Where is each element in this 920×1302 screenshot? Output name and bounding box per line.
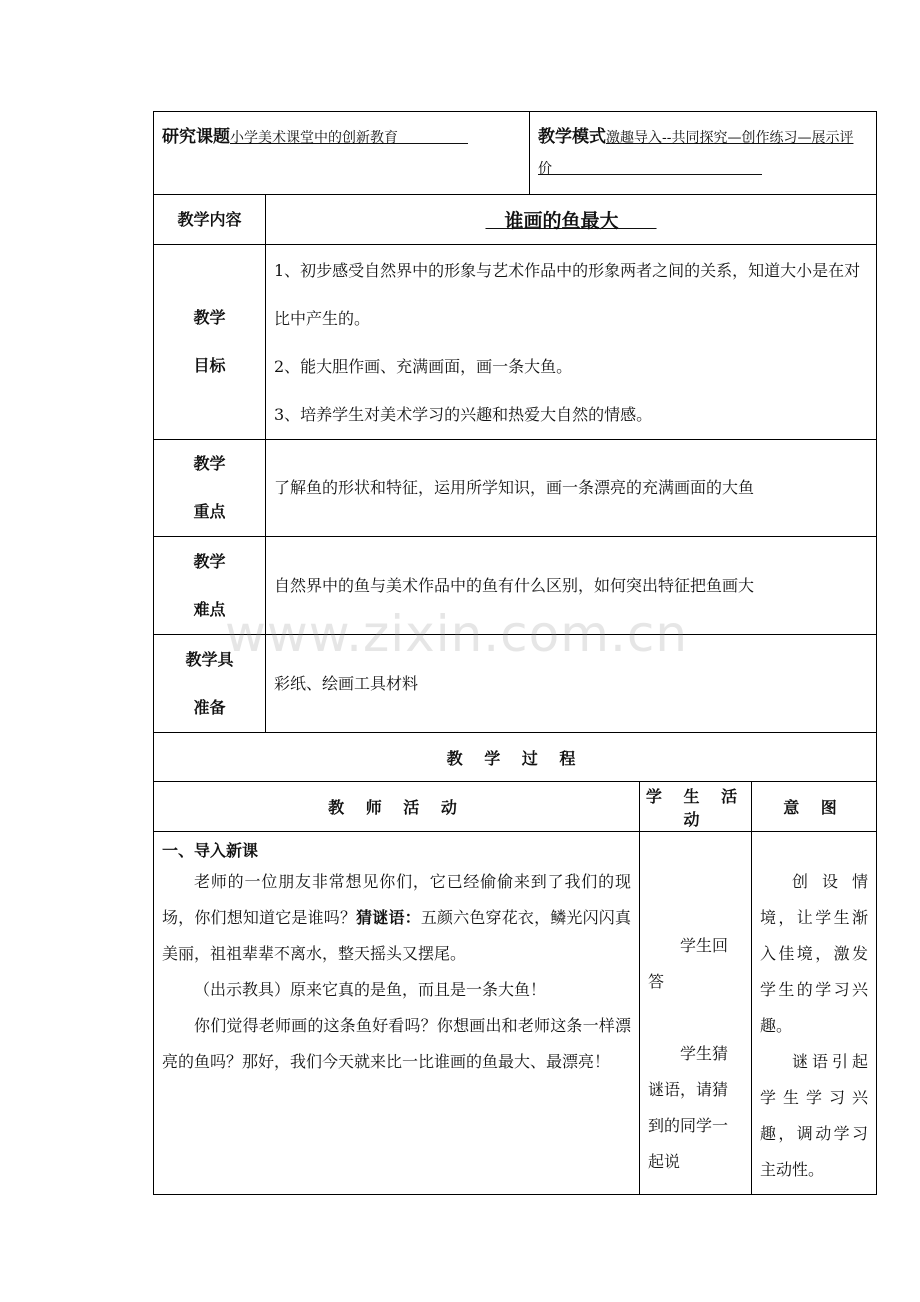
goal-item: 2、能大胆作画、充满画面，画一条大鱼。 <box>274 357 573 376</box>
student-activity-cell <box>640 832 752 1195</box>
content-value-cell <box>266 195 877 245</box>
teaching-mode-cell <box>530 112 877 195</box>
student-activity-header: 学 生 活 动 <box>640 782 752 832</box>
student-line: 学生猜谜语，请猜到的同学一起说 <box>648 1044 729 1171</box>
goal-item: 1、初步感受自然界中的形象与艺术作品中的形象两者之间的关系，知道大小是在对比中产生的。 <box>274 261 861 328</box>
difficulties-row <box>154 537 877 635</box>
research-topic-label: 研究课题 <box>162 127 230 147</box>
materials-value: 彩纸、绘画工具材料 <box>266 635 877 733</box>
difficulties-label: 教学 难点 <box>154 537 266 635</box>
teacher-paragraph: 你们觉得老师画的这条鱼好看吗？你想画出和老师这条一样漂亮的鱼吗？那好，我们今天就来比一比谁画的鱼最大、最漂亮！ <box>162 1016 631 1071</box>
process-content-row <box>154 832 877 1195</box>
difficulties-value: 自然界中的鱼与美术作品中的鱼有什么区别，如何突出特征把鱼画大 <box>266 537 877 635</box>
process-header-row <box>154 782 877 832</box>
intent-paragraph: 谜语引起学生学习兴趣，调动学习主动性。 <box>760 1052 869 1179</box>
materials-label: 教学具 准备 <box>154 635 266 733</box>
riddle-label: 猜谜语： <box>356 908 421 927</box>
teacher-paragraph: （出示教具）原来它真的是鱼，而且是一条大鱼！ <box>194 980 547 999</box>
teaching-mode-label: 教学模式 <box>538 127 606 147</box>
section-title: 一、导入新课 <box>162 841 259 860</box>
materials-row <box>154 635 877 733</box>
content-row <box>154 195 877 245</box>
student-line: 学生回答 <box>648 936 729 991</box>
teacher-activity-header: 教 师 活 动 <box>154 782 640 832</box>
key-points-row <box>154 440 877 537</box>
intent-paragraph: 创设情境，让学生渐入佳境，激发学生的学习兴趣。 <box>760 872 869 1035</box>
lesson-plan-table <box>153 111 877 1195</box>
content-label: 教学内容 <box>154 195 266 245</box>
teaching-mode-value: 激趣导入--共同探究—创作练习—展示评价 <box>538 130 854 177</box>
intent-cell <box>752 832 877 1195</box>
teacher-activity-cell <box>154 832 640 1195</box>
watermark: www.zixin.com.cn <box>225 605 689 663</box>
teacher-paragraph: 老师的一位朋友非常想见你们，它已经偷偷来到了我们的现场，你们想知道它是谁吗？猜谜语：五颜六色穿花衣，鳞光闪闪真美丽，祖祖辈辈不离水，整天摇头又摆尾。 <box>162 872 631 963</box>
header-row <box>154 112 877 195</box>
goals-content <box>266 245 877 440</box>
key-points-value: 了解鱼的形状和特征，运用所学知识，画一条漂亮的充满画面的大鱼 <box>266 440 877 537</box>
process-title: 教 学 过 程 <box>154 733 877 782</box>
goals-label: 教学 目标 <box>154 245 266 440</box>
research-topic-cell <box>154 112 530 195</box>
intent-header: 意 图 <box>752 782 877 832</box>
lesson-title: 谁画的鱼最大 <box>504 210 619 232</box>
goal-item: 3、培养学生对美术学习的兴趣和热爱大自然的情感。 <box>274 405 653 424</box>
key-points-label: 教学 重点 <box>154 440 266 537</box>
process-title-row <box>154 733 877 782</box>
research-topic-value: 小学美术课堂中的创新教育 <box>230 130 398 146</box>
goals-row <box>154 245 877 440</box>
